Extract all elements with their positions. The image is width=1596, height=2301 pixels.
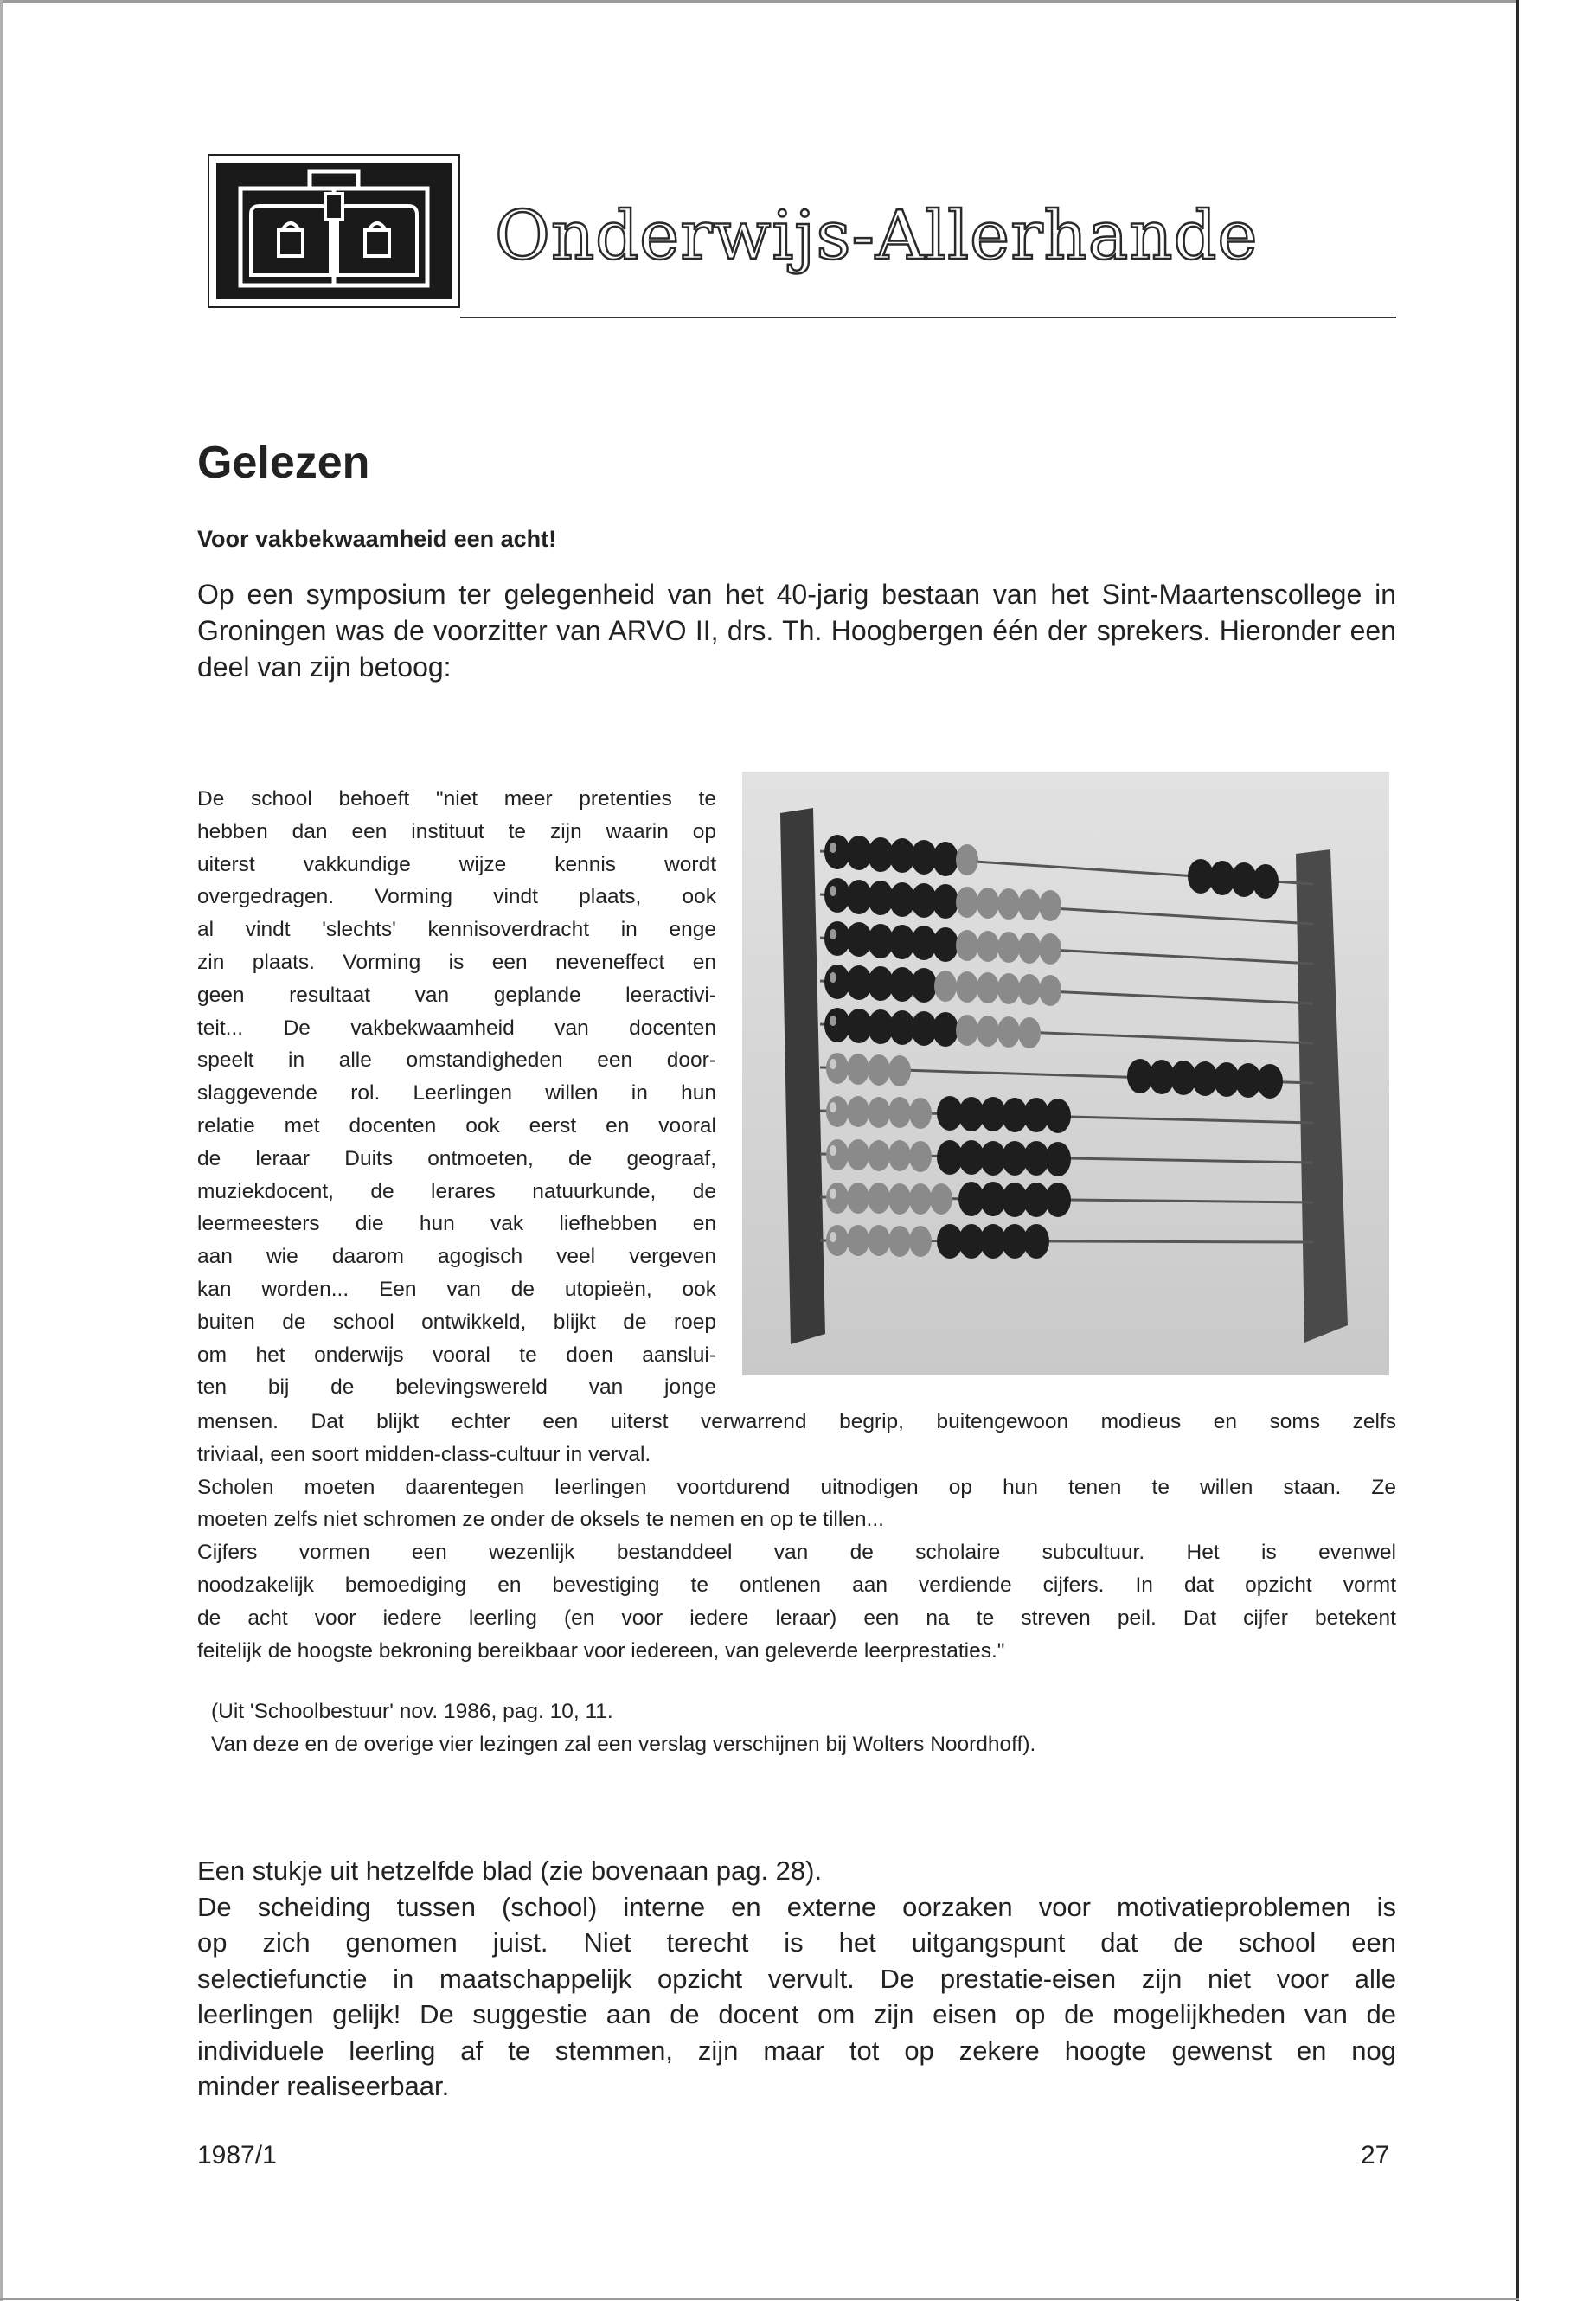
- issue-label: 1987/1: [197, 2141, 277, 2170]
- source-line: (Uit 'Schoolbestuur' nov. 1986, pag. 10, 11.: [211, 1700, 613, 1723]
- closing-line: op zich genomen juist. Niet terecht is het uitgangspunt dat de school een: [197, 1927, 1396, 1958]
- closing-line: De scheiding tussen (school) interne en externe oorzaken voor motivatieproblemen is: [197, 1891, 1396, 1922]
- quote-line: de acht voor iedere leerling (en voor iedere leraar) een na te streven peil. Dat cijfer betekent: [197, 1606, 1396, 1630]
- quote-line: al vindt 'slechts' kennisoverdracht in enge: [197, 918, 716, 942]
- page-number: 27: [1361, 2141, 1390, 2170]
- closing-line: Een stukje uit hetzelfde blad (zie bovenaan pag. 28).: [197, 1856, 823, 1886]
- quote-line: moeten zelfs niet schromen ze onder de oksels te nemen en op te tillen...: [197, 1508, 884, 1532]
- closing-line: individuele leerling af te stemmen, zijn maar tot op zekere hoogte gewenst en nog: [197, 2035, 1396, 2066]
- closing-line: leerlingen gelijk! De suggestie aan de docent om zijn eisen op de mogelijkheden van de: [197, 1999, 1396, 2029]
- quote-line: relatie met docenten ook eerst en vooral: [197, 1113, 716, 1138]
- quote-line: ten bij de belevingswereld van jonge: [197, 1375, 716, 1400]
- quote-line: De school behoeft "niet meer pretenties te: [197, 787, 716, 811]
- quote-line: Scholen moeten daarentegen leerlingen voortdurend uitnodigen op hun tenen te willen staan. Ze: [197, 1475, 1396, 1499]
- closing-line: selectiefunctie in maatschappelijk opzicht vervult. De prestatie-eisen zijn niet voor alle: [197, 1963, 1396, 1994]
- quote-line: overgedragen. Vorming vindt plaats, ook: [197, 885, 716, 909]
- quote-line: muziekdocent, de lerares natuurkunde, de: [197, 1179, 716, 1203]
- quote-column: [197, 783, 716, 1404]
- quote-line: Cijfers vormen een wezenlijk bestanddeel van de scholaire subcultuur. Het is evenwel: [197, 1541, 1396, 1565]
- quote-continuation: [197, 1406, 1396, 1667]
- quote-line: uiterst vakkundige wijze kennis wordt: [197, 852, 716, 876]
- quote-line: teit... De vakbekwaamheid van docenten: [197, 1016, 716, 1040]
- header-title: Onderwijs-Allerhande: [495, 197, 1259, 275]
- closing-line: minder realiseerbaar.: [197, 2071, 450, 2101]
- article-intro: Op een symposium ter gelegenheid van het 40-jarig bestaan van het Sint-Maartenscollege in Groningen was de voorzitter van ARVO II, drs. Th. Hoogbergen één der sprekers. Hieronder een deel van zijn betoog:: [197, 579, 1396, 683]
- article-subtitle: Voor vakbekwaamheid een acht!: [197, 526, 557, 552]
- briefcase-icon: [216, 163, 452, 299]
- page-edge-top: [0, 0, 1519, 3]
- source-note: [211, 1695, 1405, 1761]
- page-edge-left: [0, 0, 3, 2301]
- page-edge-right: [1516, 0, 1519, 2301]
- page-edge-bottom: [0, 2298, 1519, 2300]
- quote-line: hebben dan een instituut te zijn waarin op: [197, 819, 716, 843]
- quote-line: de leraar Duits ontmoeten, de geograaf,: [197, 1146, 716, 1170]
- quote-line: feitelijk de hoogste bekroning bereikbaar voor iedereen, van geleverde leerprestaties.": [197, 1638, 1005, 1663]
- abacus-icon: [742, 772, 1389, 1375]
- quote-line: noodzakelijk bemoediging en bevestiging te ontlenen aan verdiende cijfers. In dat opzicht vormt: [197, 1573, 1396, 1597]
- quote-line: slaggevende rol. Leerlingen willen in hun: [197, 1081, 716, 1106]
- quote-line: aan wie daarom agogisch veel vergeven: [197, 1245, 716, 1269]
- quote-line: triviaal, een soort midden-class-cultuur in verval.: [197, 1442, 651, 1466]
- header-logo: [208, 154, 460, 308]
- quote-line: geen resultaat van geplande leeractivi-: [197, 983, 716, 1007]
- closing-paragraph: [197, 1853, 1396, 2105]
- quote-line: buiten de school ontwikkeld, blijkt de roep: [197, 1310, 716, 1334]
- quote-line: zin plaats. Vorming is een neveneffect en: [197, 950, 716, 974]
- quote-line: mensen. Dat blijkt echter een uiterst verwarrend begrip, buitengewoon modieus en soms zelfs: [197, 1410, 1396, 1433]
- quote-line: kan worden... Een van de utopieën, ook: [197, 1277, 716, 1301]
- section-title: Gelezen: [197, 438, 370, 488]
- quote-line: om het onderwijs vooral te doen aanslui-: [197, 1343, 716, 1367]
- quote-line: speelt in alle omstandigheden een door-: [197, 1048, 716, 1073]
- source-line: Van deze en de overige vier lezingen zal een verslag verschijnen bij Wolters Noordhoff).: [211, 1733, 1036, 1756]
- quote-line: leermeesters die hun vak liefhebben en: [197, 1212, 716, 1236]
- header-divider: [460, 317, 1396, 318]
- abacus-photo: [742, 772, 1389, 1375]
